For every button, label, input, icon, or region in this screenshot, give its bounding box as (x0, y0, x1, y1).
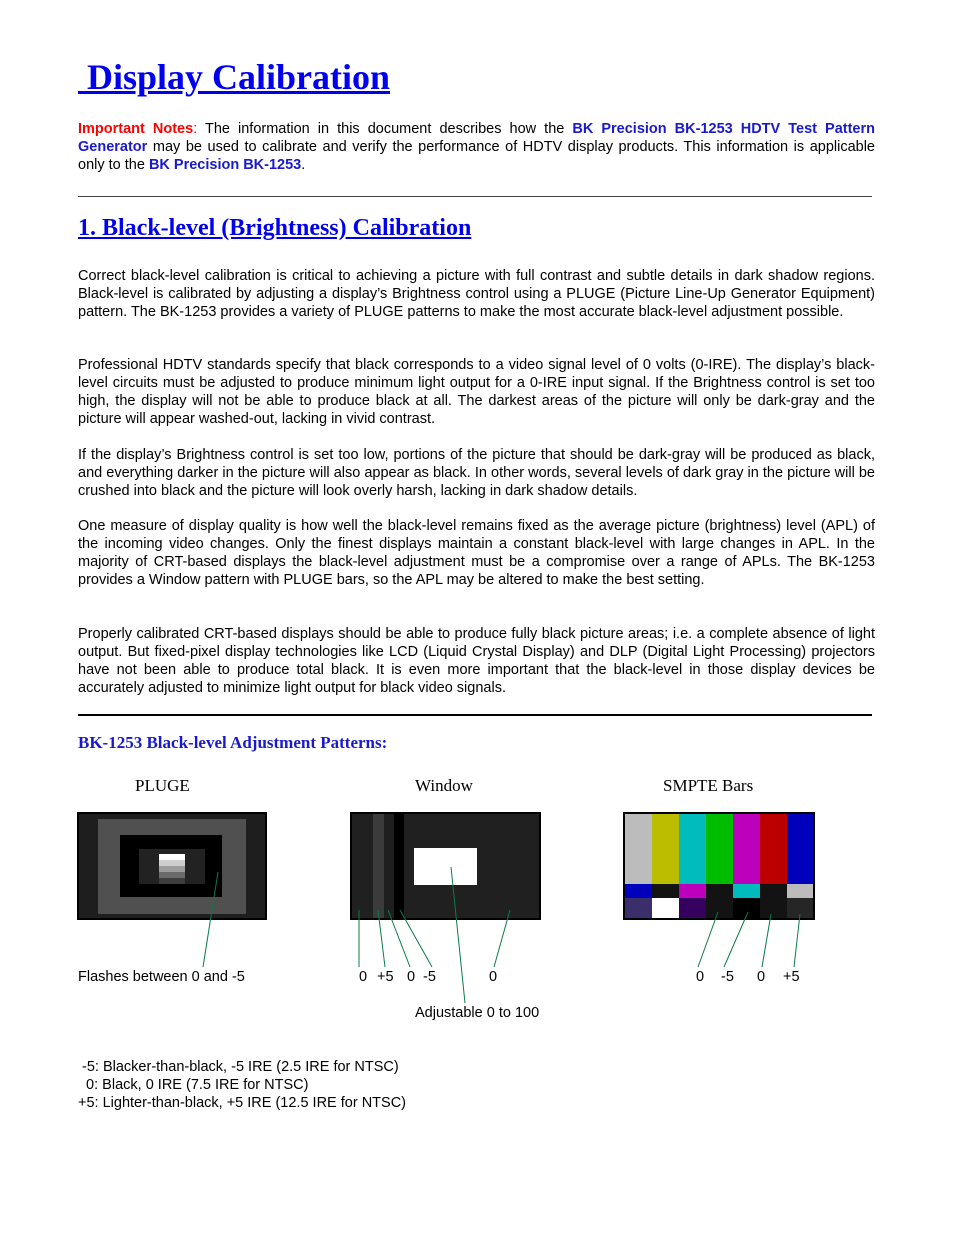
legend-item: +5: Lighter-than-black, +5 IRE (12.5 IRE for NTSC) (78, 1095, 406, 1111)
notes-text-2: may be used to calibrate and verify the performance of HDTV display products. This information is applicable only to the (78, 139, 875, 173)
legend-item: -5: Blacker-than-black, -5 IRE (2.5 IRE for NTSC) (78, 1059, 399, 1075)
paragraph-1: Correct black-level calibration is critical to achieving a picture with full contrast and subtle details in dark shadow regions. Black-level is calibrated by adjusting a display’s Brightness control using a PLUGE (Picture Line-Up Generator Equipment) pattern. The BK-1253 provides a variety of PLUGE patterns to make the most accurate black-level adjustment possible. (78, 268, 875, 320)
paragraph-2: Professional HDTV standards specify that black corresponds to a video signal level of 0 volts (0-IRE). The display’s black-level circuits must be adjusted to produce minimum light output for a 0-IRE input signal. If the Brightness control is set too high, the display will not be able to produce black at all. The darkest areas of the picture will only be dark-gray and the picture will appear washed-out, lacking in vivid contrast. (78, 357, 875, 427)
notes-text-3: . (301, 157, 306, 173)
window-label: Window (415, 776, 473, 795)
window-note: Adjustable 0 to 100 (415, 1005, 540, 1021)
pluge-pattern (78, 813, 266, 919)
smpte-tick-0: 0 (696, 969, 705, 985)
ire-legend (78, 1058, 406, 1112)
page-title[interactable]: Display Calibration (78, 57, 391, 97)
smpte-tick-plus5: +5 (783, 969, 800, 985)
paragraph-3: If the display’s Brightness control is set too low, portions of the picture that should be dark-gray will be produced as black, and everything darker in the picture will also appear as black. In other words, several levels of dark gray in the picture will be crushed into black and the picture will look overly harsh, lacking in dark shadow details. (78, 447, 875, 499)
window-pattern (351, 813, 540, 919)
window-tick-minus5: -5 (423, 969, 436, 985)
window-tick-0b: 0 (407, 969, 416, 985)
window-tick-0: 0 (359, 969, 368, 985)
notes-text-1: The information in this document describes how the (197, 121, 573, 137)
legend-item: 0: Black, 0 IRE (7.5 IRE for NTSC) (78, 1077, 309, 1093)
smpte-tick-0b: 0 (757, 969, 766, 985)
paragraph-4: One measure of display quality is how well the black-level remains fixed as the average picture (brightness) level (APL) of the incoming video changes. Only the finest displays maintain a constant black-level with large changes in APL. In the majority of CRT-based displays the black-level adjustment must be a compromise over a range of APLs. The BK-1253 provides a Window pattern with PLUGE bars, so the APL may be altered to make the best setting. (78, 518, 875, 588)
pluge-label: PLUGE (135, 776, 190, 795)
smpte-pattern (624, 813, 814, 919)
important-notes-colon: : (193, 121, 198, 137)
window-tick-plus5: +5 (377, 969, 394, 985)
patterns-heading: BK-1253 Black-level Adjustment Patterns: (78, 733, 388, 752)
section-heading[interactable]: 1. Black-level (Brightness) Calibration (78, 215, 472, 241)
pluge-note: Flashes between 0 and -5 (78, 969, 245, 985)
window-tick-0c: 0 (489, 969, 498, 985)
paragraph-5: Properly calibrated CRT-based displays should be able to produce fully black picture areas; i.e. a complete absence of light output. But fixed-pixel display technologies like LCD (Liquid Crystal Display) and DLP (Digital Light Processing) projectors have not been able to produce total black. It is even more important that the black-level in those display devices be accurately adjusted to minimize light output for black video signals. (78, 626, 875, 696)
smpte-label: SMPTE Bars (663, 776, 754, 795)
product-full-name: BK Precision BK-1253 HDTV Test Pattern Generator (78, 121, 875, 155)
important-notes-label: Important Notes (78, 121, 194, 137)
smpte-tick-minus5: -5 (721, 969, 734, 985)
product-short-name: BK Precision BK-1253 (148, 157, 302, 173)
